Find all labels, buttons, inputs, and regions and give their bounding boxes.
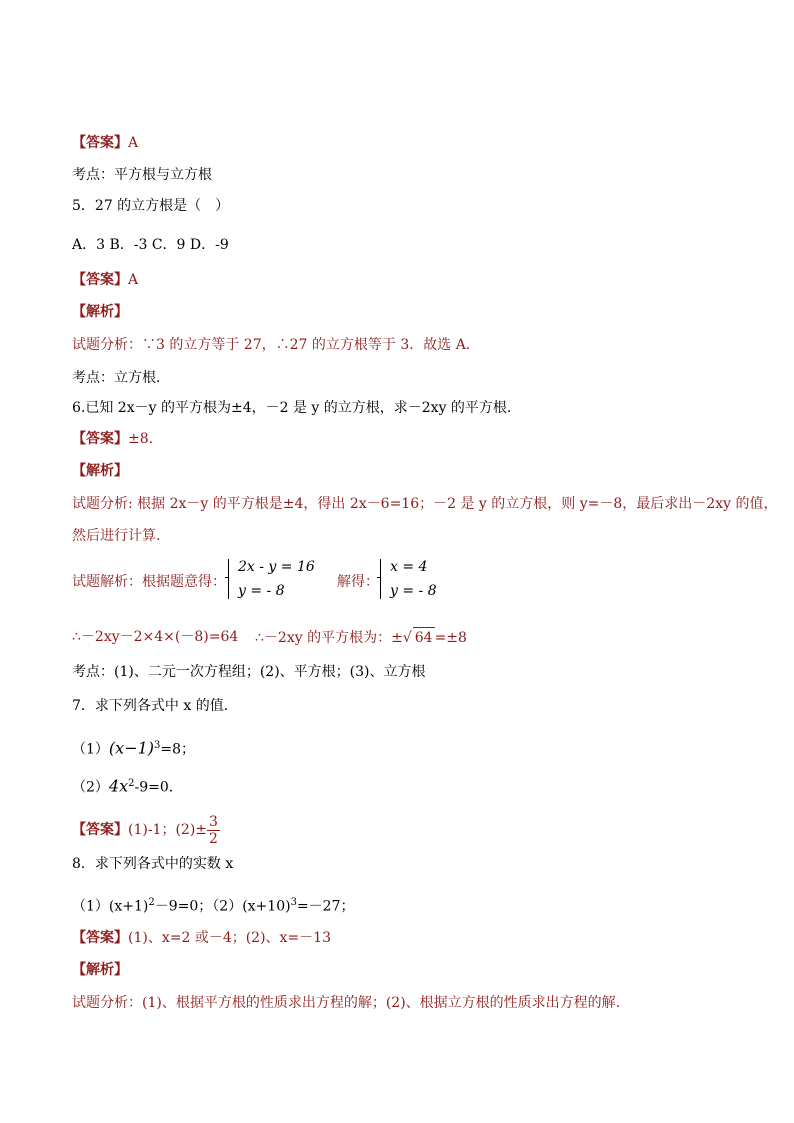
fraction <box>207 814 220 847</box>
answer-label: 【答案】 <box>72 431 128 447</box>
q8-analysis-label: 【解析】 <box>72 962 128 978</box>
system-equation: y = - 8 <box>238 583 285 599</box>
exponent: 3 <box>290 897 297 908</box>
answer-value: (1)、x=2 或－4；(2)、x=－13 <box>128 930 331 946</box>
q8-analysis: 试题分析：(1)、根据平方根的性质求出方程的解；(2)、根据立方根的性质求出方程的解. <box>72 995 621 1011</box>
exponent: 3 <box>154 740 161 751</box>
system-equation: x = 4 <box>390 559 428 575</box>
q5-analysis-label: 【解析】 <box>72 304 128 320</box>
answer-value: A <box>128 135 139 151</box>
q5-analysis: 试题分析：∵3 的立方等于 27，∴27 的立方根等于 3．故选 A． <box>72 337 480 353</box>
answer-label: 【答案】 <box>72 930 128 946</box>
answer-label: 【答案】 <box>72 822 128 838</box>
equation-system-1 <box>228 557 328 603</box>
answer-value: (1)-1；(2)± <box>128 822 208 838</box>
q8-answer-line <box>72 928 331 948</box>
expression-suffix: =8； <box>160 741 196 758</box>
equation-part: －9=0；（2）(x+10) <box>154 898 291 915</box>
sqrt-radicand: 64 <box>413 627 435 648</box>
q6-analysis-line2: 然后进行计算. <box>72 528 161 544</box>
q6-analysis-line1: 试题分析: 根据 2x－y 的平方根是±4，得出 2x－6=16；－2 是 y 的立方根，则 y=－8，最后求出－2xy 的值， <box>72 496 778 512</box>
q4-answer-line <box>72 133 138 153</box>
q5-options: A．3 B．-3 C．9 D．-9 <box>72 237 229 253</box>
expression-base: (x−1) <box>108 738 155 758</box>
fraction-numerator: 3 <box>209 813 218 830</box>
q7-answer-line <box>72 810 220 850</box>
brace-icon <box>380 559 387 599</box>
answer-value: ±8. <box>128 431 154 447</box>
equation-part: =－27； <box>296 898 355 915</box>
q5-point: 考点：立方根． <box>72 370 170 386</box>
calc2-prefix: ∴－2xy 的平方根为：± <box>255 630 403 646</box>
calc2-suffix: =±8 <box>434 630 467 646</box>
brace-icon <box>228 559 235 599</box>
q7-question: 7．求下列各式中 x 的值． <box>72 698 238 714</box>
q6-answer-line <box>72 429 153 449</box>
expression-base: 4x <box>108 776 129 796</box>
q6-solved-label: 解得： <box>337 574 379 590</box>
item-prefix: （1） <box>72 741 109 758</box>
q6-analysis-label: 【解析】 <box>72 463 128 479</box>
q6-calc2: ∴－2xy 的平方根为：±√ 64 =±8 <box>255 627 467 648</box>
fraction-denominator: 2 <box>209 830 218 847</box>
answer-label: 【答案】 <box>72 135 128 151</box>
system-equation: 2x - y = 16 <box>238 559 315 575</box>
q6-calc1: ∴－2xy－2×4×(－8)=64 <box>72 629 239 645</box>
q8-equations <box>72 893 355 917</box>
answer-value: A <box>128 272 139 288</box>
q7-item2 <box>72 774 183 798</box>
exponent: 2 <box>128 778 135 789</box>
q6-question: 6.已知 2x－y 的平方根为±4，－2 是 y 的立方根，求－2xy 的平方根. <box>72 400 512 416</box>
q8-question: 8．求下列各式中的实数 x <box>72 856 234 872</box>
q5-answer-line <box>72 270 138 290</box>
item-prefix: （2） <box>72 779 109 796</box>
q6-solve-label: 试题解析：根据题意得： <box>72 574 226 590</box>
equation-system-2 <box>380 557 450 603</box>
exponent: 2 <box>148 897 155 908</box>
q7-item1 <box>72 736 195 760</box>
q5-question: 5．27 的立方根是（ ） <box>72 198 230 214</box>
expression-suffix: -9=0． <box>134 779 183 796</box>
system-equation: y = - 8 <box>390 583 437 599</box>
q6-point: 考点：(1)、二元一次方程组；(2)、平方根；(3)、立方根 <box>72 664 426 680</box>
equation-part: （1）(x+1) <box>72 898 149 915</box>
q4-point: 考点：平方根与立方根 <box>72 167 212 183</box>
answer-label: 【答案】 <box>72 272 128 288</box>
